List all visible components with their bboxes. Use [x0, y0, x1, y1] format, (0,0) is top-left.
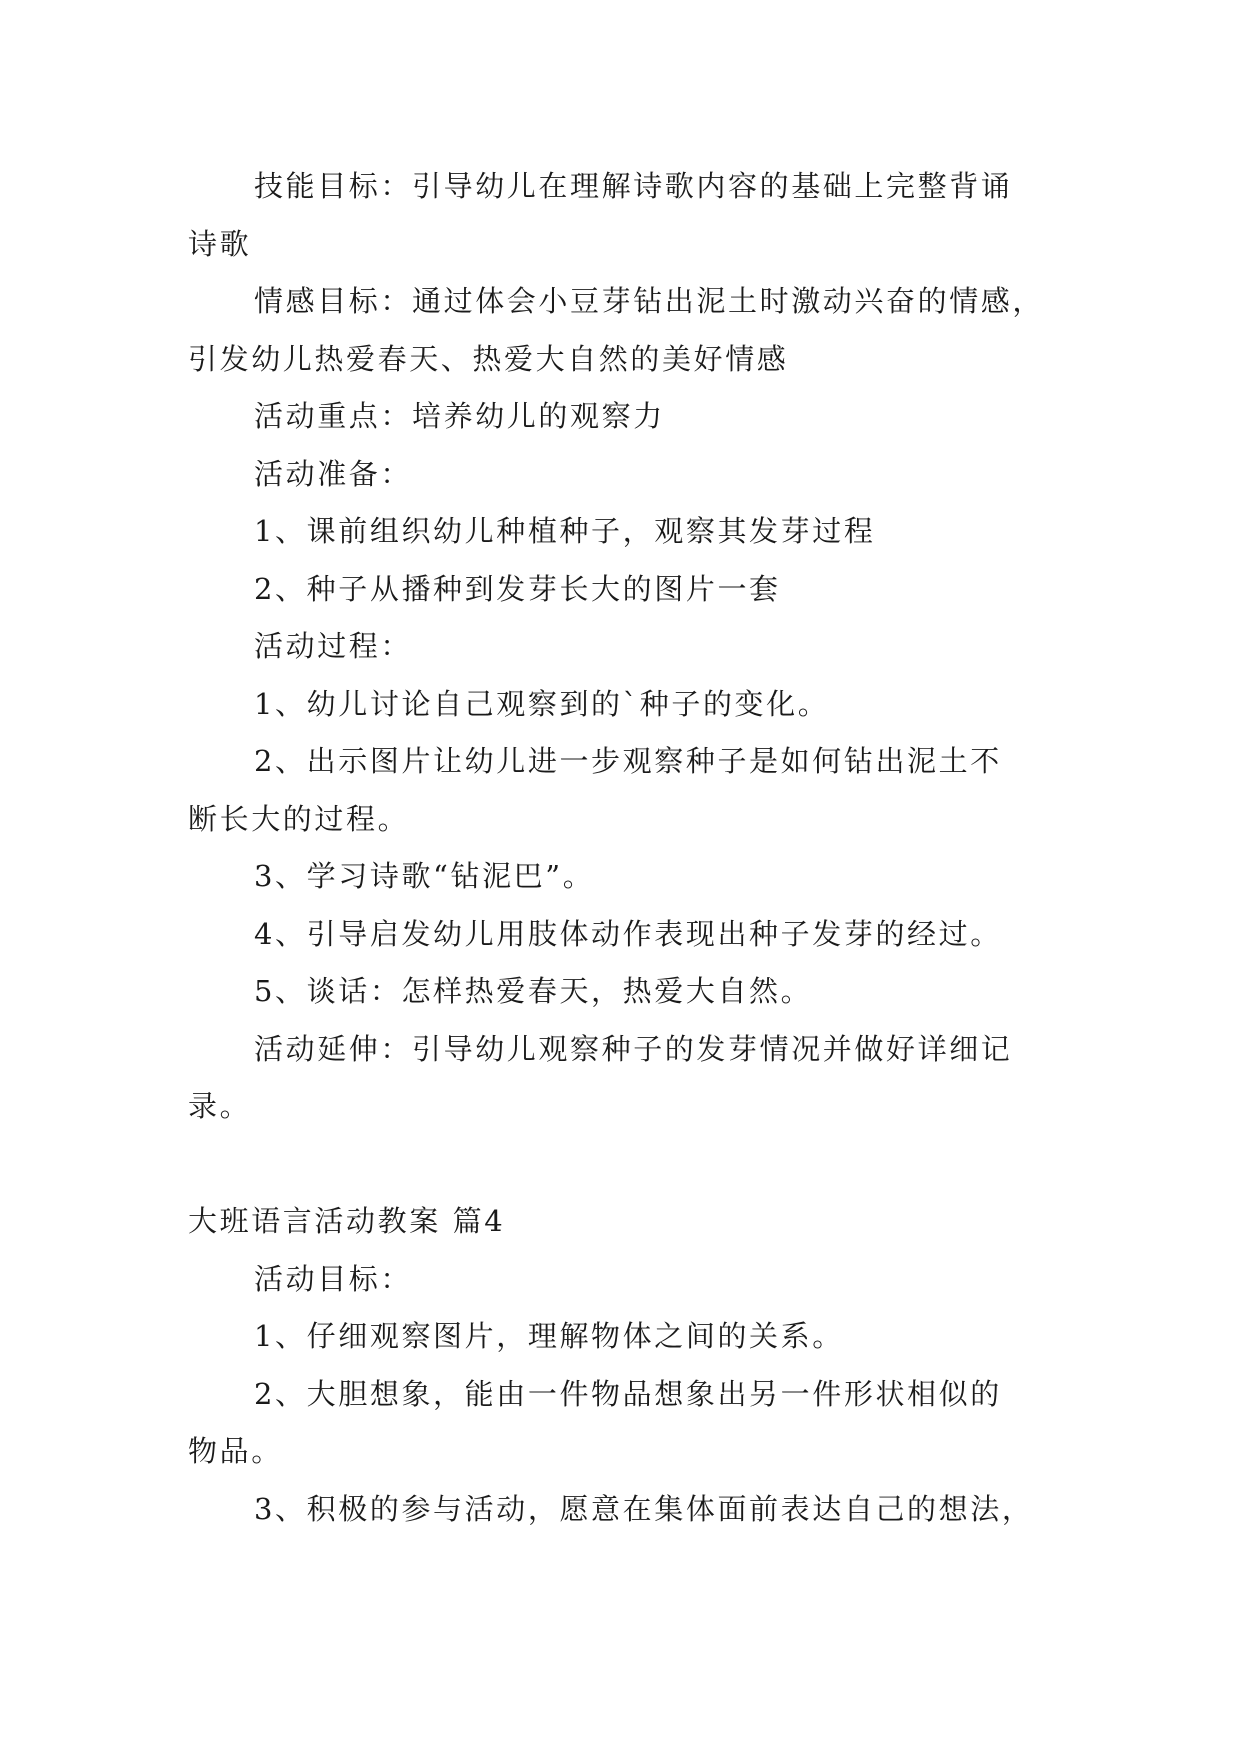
- activity-focus: 活动重点：培养幼儿的观察力: [254, 399, 665, 433]
- goal-item-2-continuation: 物品。: [188, 1434, 283, 1468]
- skill-goal-continuation: 诗歌: [188, 226, 252, 261]
- goal-title: 活动目标：: [254, 1261, 413, 1296]
- document-body: [188, 158, 1078, 1538]
- process-item-1: 1、幼儿讨论自己观察到的`种子的变化。: [254, 686, 830, 721]
- process-item-5: 5、谈话：怎样热爱春天，热爱大自然。: [254, 974, 813, 1008]
- section-heading: 大班语言活动教案 篇4: [188, 1204, 506, 1238]
- extension-line: 活动延伸：引导幼儿观察种子的发芽情况并做好详细记: [254, 1031, 1013, 1066]
- preparation-item-2: 2、种子从播种到发芽长大的图片一套: [254, 571, 781, 606]
- emotion-goal-continuation: 引发幼儿热爱春天、热爱大自然的美好情感: [188, 341, 789, 376]
- process-title: 活动过程：: [254, 629, 413, 663]
- preparation-title: 活动准备：: [254, 456, 413, 491]
- goal-item-3: 3、积极的参与活动，愿意在集体面前表达自己的想法，: [254, 1491, 1034, 1526]
- process-item-2-continuation: 断长大的过程。: [188, 801, 410, 836]
- preparation-item-1: 1、课前组织幼儿种植种子，观察其发芽过程: [254, 514, 876, 548]
- process-item-3: 3、学习诗歌“钻泥巴”。: [254, 859, 595, 893]
- extension-continuation: 录。: [188, 1089, 252, 1123]
- process-item-2: 2、出示图片让幼儿进一步观察种子是如何钻出泥土不: [254, 744, 1002, 778]
- process-item-4: 4、引导启发幼儿用肢体动作表现出种子发芽的经过。: [254, 916, 1002, 951]
- emotion-goal-line: 情感目标：通过体会小豆芽钻出泥土时激动兴奋的情感，: [254, 284, 1045, 318]
- section-gap: [188, 1136, 1078, 1194]
- goal-item-2: 2、大胆想象，能由一件物品想象出另一件形状相似的: [254, 1376, 1002, 1411]
- goal-item-1: 1、仔细观察图片，理解物体之间的关系。: [254, 1319, 844, 1353]
- skill-goal-line: 技能目标：引导幼儿在理解诗歌内容的基础上完整背诵: [254, 169, 1013, 203]
